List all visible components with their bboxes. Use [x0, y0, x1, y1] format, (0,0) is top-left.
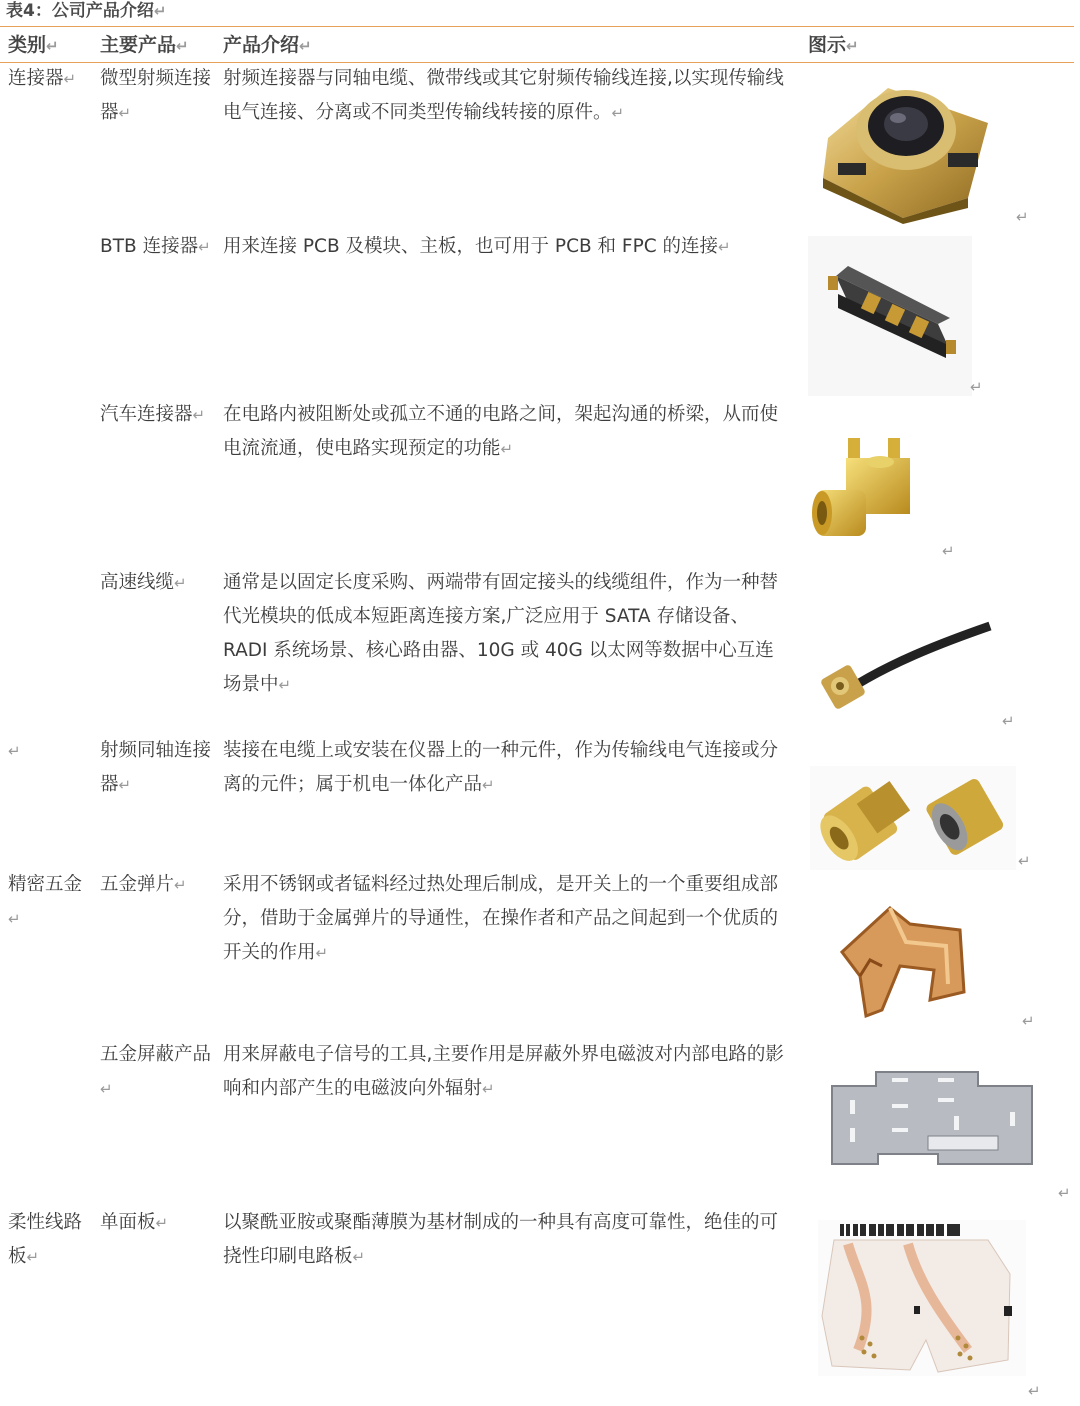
table-caption: 表4：公司产品介绍↵ — [6, 1, 167, 21]
header-intro: 产品介绍↵ — [223, 34, 312, 56]
return-mark: ↵ — [942, 542, 955, 560]
row-product: 五金屏蔽产品↵ — [100, 1044, 212, 1098]
header-image: 图示↵ — [808, 34, 859, 56]
row-intro: 以聚酰亚胺或聚酯薄膜为基材制成的一种具有高度可靠性，绝佳的可挠性印刷电路板↵ — [223, 1212, 779, 1267]
return-mark: ↵ — [1058, 1184, 1071, 1202]
rf-coaxial-connector-image — [810, 766, 1016, 870]
row-product: 微型射频连接器↵ — [100, 68, 212, 123]
row-product: BTB 连接器↵ — [100, 236, 211, 257]
return-mark: ↵ — [1028, 1382, 1041, 1400]
header-product: 主要产品↵ — [100, 34, 189, 56]
row-product: 单面板↵ — [100, 1212, 169, 1233]
row-intro: 射频连接器与同轴电缆、微带线或其它射频传输线连接,以实现传输线电气连接、分离或不同类型传输线转接的原件。↵ — [223, 68, 784, 123]
btb-connector-image — [808, 236, 972, 396]
single-sided-fpc-image — [818, 1220, 1026, 1376]
return-mark: ↵ — [970, 378, 983, 396]
row-product: 高速线缆↵ — [100, 572, 187, 593]
automotive-connector-image — [808, 430, 934, 546]
row-intro: 采用不锈钢或者锰料经过热处理后制成，是开关上的一个重要组成部分，借助于金属弹片的导通性，在操作者和产品之间起到一个优质的开关的作用↵ — [223, 874, 779, 963]
row-category: 连接器↵ — [8, 68, 77, 89]
row-product: 射频同轴连接器↵ — [100, 740, 212, 795]
row-product: 汽车连接器↵ — [100, 404, 206, 425]
row-product: 五金弹片↵ — [100, 874, 187, 895]
metal-shield-image — [828, 1068, 1038, 1172]
micro-rf-connector-image — [818, 68, 994, 224]
row-intro: 通常是以固定长度采购、两端带有固定接头的线缆组件，作为一种替代光模块的低成本短距离连接方案,广泛应用于 SATA 存储设备、RADI 系统场景、核心路由器、10G 或 40G 以太网等数据中心互连场景中↵ — [223, 572, 779, 695]
return-mark: ↵ — [1022, 1012, 1035, 1030]
return-mark: ↵ — [1016, 208, 1029, 226]
row-intro: 在电路内被阻断处或孤立不通的电路之间，架起沟通的桥梁，从而使电流流通，使电路实现预定的功能↵ — [223, 404, 779, 459]
high-speed-cable-image — [818, 614, 994, 718]
row-intro: 装接在电缆上或安装在仪器上的一种元件，作为传输线电气连接或分离的元件；属于机电一体化产品↵ — [223, 740, 779, 795]
header-category: 类别↵ — [8, 34, 59, 56]
row-category: 柔性线路板↵ — [8, 1212, 83, 1267]
row-intro: 用来屏蔽电子信号的工具,主要作用是屏蔽外界电磁波对内部电路的影响和内部产生的电磁波向外辐射↵ — [223, 1044, 784, 1099]
return-mark: ↵ — [1002, 712, 1015, 730]
row-category: ↵ — [8, 742, 21, 760]
metal-spring-image — [830, 900, 972, 1024]
table-top-rule — [0, 26, 1074, 27]
row-category: 精密五金↵ — [8, 874, 83, 928]
return-mark: ↵ — [1018, 852, 1031, 870]
row-intro: 用来连接 PCB 及模块、主板，也可用于 PCB 和 FPC 的连接↵ — [223, 236, 731, 257]
